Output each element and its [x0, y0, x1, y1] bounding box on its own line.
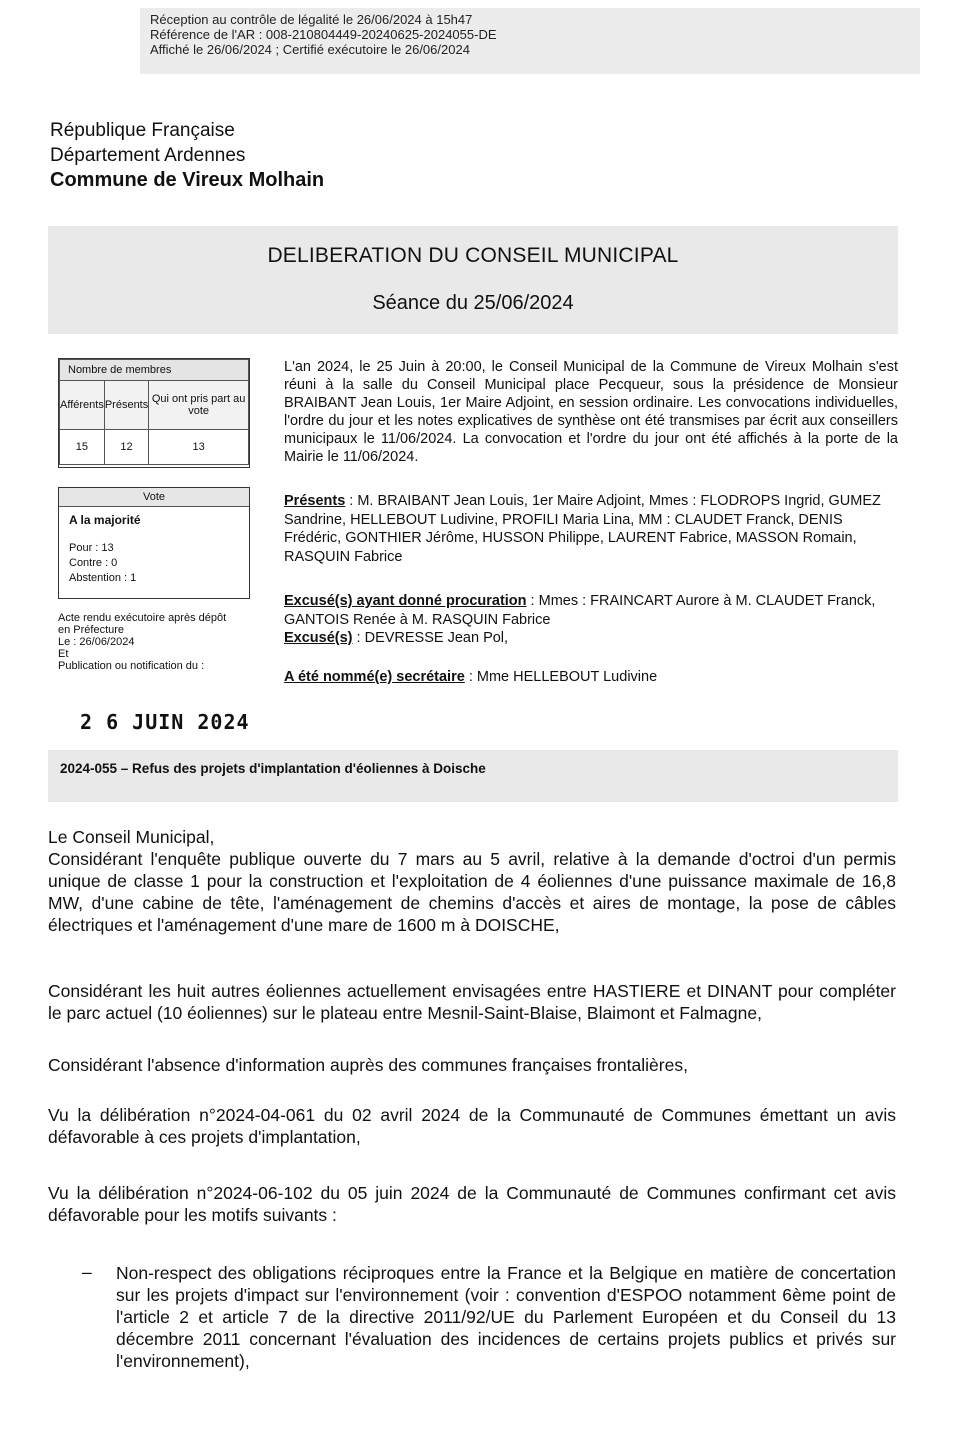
body-paragraph: Vu la délibération n°2024-04-061 du 02 avril 2024 de la Communauté de Communes émettant un avis défavorable à ces projets d'implantation, [48, 1105, 896, 1147]
intro-paragraph: L'an 2024, le 25 Juin à 20:00, le Conseil Municipal de la Commune de Vireux Molhain s'est réuni à la salle du Conseil Municipal place Pecqueur, sous la présidence de Monsieur BRAIBANT Jean Louis, 1er Maire Adjoint, en session ordinaire. Les convocations individuelles, l'ordre du jour et les notes explicatives de synthèse ont été transmises par écrit aux conseillers municipaux le 11/06/2024. La convocation et l'ordre du jour ont été affichés à la porte de la Mairie le 11/06/2024. [284, 359, 898, 465]
members-col-voters: Qui ont pris part au vote [149, 381, 249, 430]
vote-header: Vote [59, 488, 249, 507]
secretary-line [284, 668, 898, 686]
excused-text: : DEVRESSE Jean Pol, [352, 630, 509, 646]
bullet-dash: – [82, 1262, 92, 1282]
department-line: Département Ardennes [50, 145, 246, 166]
session-date: Séance du 25/06/2024 [372, 292, 574, 314]
secretary-text: : Mme HELLEBOUT Ludivine [464, 669, 658, 685]
members-val-voters: 13 [149, 430, 249, 465]
present-label: Présents [284, 493, 346, 509]
acte-line: Et [58, 648, 69, 660]
acte-line: Le : 26/06/2024 [58, 636, 135, 648]
acte-line: Publication ou notification du : [58, 660, 205, 672]
body-paragraph: Considérant l'absence d'information auprès des communes françaises frontalières, [48, 1055, 688, 1075]
excused-label: Excusé(s) [284, 630, 353, 646]
members-col-afferents: Afférents [60, 381, 105, 430]
subject-bar [48, 750, 898, 802]
body-paragraph: Considérant l'enquête publique ouverte du 7 mars au 5 avril, relative à la demande d'octroi d'un permis unique de classe 1 pour la construction et l'exploitation de 4 éoliennes d'une puissance maximale de 16,8 MW, d'une cabine de tête, l'aménagement de chemins d'accès et aires de montage, la pose de câbles électriques et l'aménagement d'une mare de 1600 m à DOISCHE, [48, 849, 896, 935]
date-stamp: 2 6 JUIN 2024 [80, 710, 250, 734]
vote-counts [59, 527, 249, 586]
subject-title: 2024-055 – Refus des projets d'implantation d'éoliennes à Doische [60, 761, 486, 776]
stamp-reference: Référence de l'AR : 008-210804449-20240625-2024055-DE [150, 27, 497, 42]
body-paragraph: Considérant les huit autres éoliennes actuellement envisagées entre HASTIERE et DINANT pour compléter le parc actuel (10 éoliennes) sur le plateau entre Mesnil-Saint-Blaise, Blaimont et Falmagne, [48, 981, 896, 1023]
stamp-posted: Affiché le 26/06/2024 ; Certifié exécutoire le 26/06/2024 [150, 42, 470, 57]
excused-members [284, 592, 898, 648]
present-text: : M. BRAIBANT Jean Louis, 1er Maire Adjoint, Mmes : FLODROPS Ingrid, GUMEZ Sandrine, HELLEBOUT Ludivine, PROFILI Maria Lina, MM : CLAUDET Franck, DENIS Frédéric, GONTHIER Jérôme, HUSSON Philippe, LAURENT Fabrice, MASSON Romain, RASQUIN Fabrice [284, 493, 881, 565]
bullet-item: Non-respect des obligations réciproques entre la France et la Belgique en matière de concertation sur les projets d'impact sur l'environnement (voir : convention d'ESPOO notamment 6ème point de l'article 2 et article 7 de la directive 2011/92/UE du Parlement Européen et du Conseil du 13 décembre 2011 concernant l'évaluation des incidences de certains projets publics et privés sur l'environnement), [116, 1263, 896, 1371]
vote-result: A la majorité [69, 513, 141, 527]
legality-stamp [140, 8, 920, 74]
members-table [58, 358, 250, 468]
stamp-reception: Réception au contrôle de légalité le 26/06/2024 à 15h47 [150, 12, 473, 27]
vote-pour: Pour : 13 [69, 542, 114, 554]
body-paragraph: Vu la délibération n°2024-06-102 du 05 juin 2024 de la Communauté de Communes confirmant cet avis défavorable pour les motifs suivants : [48, 1183, 896, 1225]
letterhead [50, 118, 324, 193]
members-header: Nombre de membres [60, 360, 249, 381]
proxy-label: Excusé(s) ayant donné procuration [284, 593, 527, 609]
republic-line: République Française [50, 120, 235, 141]
vote-box [58, 487, 250, 599]
present-members [284, 492, 898, 566]
members-col-presents: Présents [104, 381, 148, 430]
acte-line: en Préfecture [58, 624, 125, 636]
title-box [48, 226, 898, 334]
commune-name: Commune de Vireux Molhain [50, 169, 325, 191]
vote-contre: Contre : 0 [69, 557, 118, 569]
document-title: DELIBERATION DU CONSEIL MUNICIPAL [267, 244, 679, 267]
members-val-presents: 12 [104, 430, 148, 465]
acte-line: Acte rendu exécutoire après dépôt [58, 612, 227, 624]
vote-abstention: Abstention : 1 [69, 572, 137, 584]
members-val-afferents: 15 [60, 430, 105, 465]
proxy-text: : Mmes : FRAINCART Aurore à M. CLAUDET Franck, GANTOIS Renée à M. RASQUIN Fabrice [284, 593, 876, 628]
body-opening: Le Conseil Municipal, [48, 827, 215, 847]
enforceability-note [58, 612, 268, 672]
secretary-label: A été nommé(e) secrétaire [284, 669, 465, 685]
